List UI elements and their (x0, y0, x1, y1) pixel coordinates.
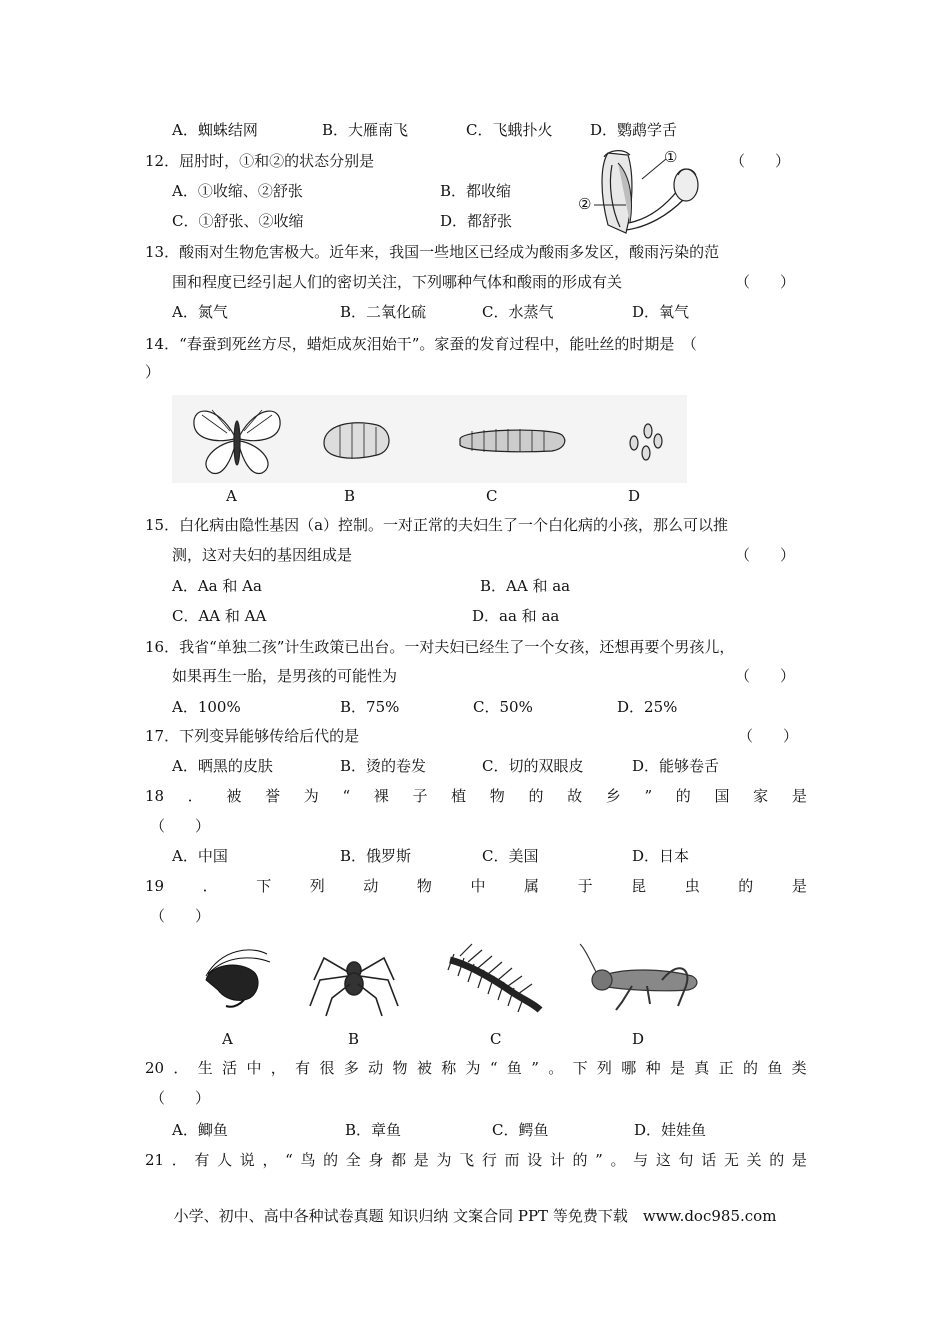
q20-option-c: C．鳄鱼 (492, 1121, 549, 1139)
q18-char: ” (644, 787, 653, 805)
q13-option-b: B．二氧化硫 (340, 303, 427, 321)
q16-line1: 16．我省“单独二孩”计生政策已出台。一对夫妇已经生了一个女孩，还想再要个男孩儿， (145, 638, 735, 656)
q18-char: 物 (489, 787, 505, 805)
q18-char: 植 (451, 787, 467, 805)
q17-option-b: B．烫的卷发 (340, 757, 427, 775)
q11-option-c: C．飞蛾扑火 (466, 121, 553, 139)
q20-char: ， (270, 1059, 286, 1077)
q18-option-c: C．美国 (482, 847, 539, 865)
q20-char: 活 (222, 1059, 238, 1077)
q18-stem (145, 786, 807, 806)
q14-label-b: B (344, 487, 356, 505)
q12-option-a: A．①收缩、②舒张 (172, 182, 303, 200)
q18-char: 裸 (373, 787, 389, 805)
pupa-image (324, 423, 389, 459)
q20-char: 的 (742, 1059, 758, 1077)
q12-bracket: （ ） (730, 152, 791, 170)
q18-char: 乡 (605, 787, 621, 805)
animals-figure (192, 940, 712, 1020)
q19-char: ． (202, 877, 218, 895)
q20-char: 动 (368, 1059, 384, 1077)
q18-char: “ (342, 787, 351, 805)
q13-option-a: A．氮气 (172, 303, 228, 321)
q19-label-d: D (632, 1030, 645, 1048)
q19-char: 19 (145, 877, 165, 895)
q21-char: 与 (633, 1151, 649, 1169)
q19-stem (145, 876, 807, 896)
q21-char: 人 (217, 1151, 233, 1169)
q17-option-c: C．切的双眼皮 (482, 757, 584, 775)
q18-char: ． (187, 787, 203, 805)
q20-option-a: A．鲫鱼 (172, 1121, 228, 1139)
q19-char: 列 (309, 877, 325, 895)
q21-stem (145, 1150, 807, 1170)
q13-line1: 13．酸雨对生物危害极大。近年来，我国一些地区已经成为酸雨多发区，酸雨污染的范 (145, 243, 720, 261)
q12-option-b: B．都收缩 (440, 182, 512, 200)
q21-char: 无 (723, 1151, 739, 1169)
q17-option-d: D．能够卷舌 (632, 757, 720, 775)
q20-stem (145, 1058, 807, 1078)
q20-char: 多 (343, 1059, 359, 1077)
q13-option-d: D．氧气 (632, 303, 690, 321)
q14-line1: 14．“春蚕到死丝方尽，蜡炬成灰泪始干”。家蚕的发育过程中，能吐丝的时期是 （ (145, 335, 697, 353)
q15-line2: 测，这对夫妇的基因组成是 (172, 546, 353, 564)
q13-line2: 围和程度已经引起人们的密切关注，下列哪种气体和酸雨的形成有关 (172, 273, 623, 291)
q11-option-b: B．大雁南飞 (322, 121, 409, 139)
q20-char: “ (489, 1059, 498, 1077)
larva-image (460, 429, 565, 452)
arm-muscle-figure (578, 145, 708, 240)
q14-label-d: D (628, 487, 641, 505)
q19-char: 于 (577, 877, 593, 895)
q18-char: 的 (675, 787, 691, 805)
q12-stem: 12．屈肘时，①和②的状态分别是 (145, 152, 375, 170)
q15-option-a: A．Aa 和 Aa (172, 577, 262, 595)
q12-option-c: C．①舒张、②收缩 (172, 212, 304, 230)
q21-char: 句 (678, 1151, 694, 1169)
q21-char: 。 (610, 1151, 626, 1169)
q18-option-d: D．日本 (632, 847, 690, 865)
q21-char: 是 (413, 1151, 429, 1169)
q18-char: 18 (145, 787, 165, 805)
q20-char: 物 (392, 1059, 408, 1077)
q19-char: 昆 (631, 877, 647, 895)
q20-char: 中 (246, 1059, 262, 1077)
grasshopper-image (580, 944, 697, 1010)
q16-option-d: D．25% (617, 698, 678, 716)
q20-char: 哪 (621, 1059, 637, 1077)
q21-char: 说 (239, 1151, 255, 1169)
q21-char: 关 (746, 1151, 762, 1169)
q21-char: 身 (368, 1151, 384, 1169)
q21-char: 全 (345, 1151, 361, 1169)
butterfly-image (194, 410, 280, 474)
q20-char: 20 (145, 1059, 165, 1077)
q20-bracket: （ ） (150, 1089, 211, 1107)
q20-char: 为 (465, 1059, 481, 1077)
q21-char: 的 (769, 1151, 785, 1169)
q19-label-a: A (222, 1030, 233, 1048)
q18-char: 故 (567, 787, 583, 805)
q21-char: “ (285, 1151, 293, 1169)
q18-option-b: B．俄罗斯 (340, 847, 412, 865)
q12-option-d: D．都舒张 (440, 212, 513, 230)
q12-label-2: ② (578, 195, 592, 213)
silkworm-stages-figure (172, 395, 687, 483)
q20-char: 真 (694, 1059, 710, 1077)
q20-option-d: D．娃娃鱼 (634, 1121, 707, 1139)
q21-char: 计 (549, 1151, 565, 1169)
q21-char: ． (171, 1151, 187, 1169)
q20-char: 有 (295, 1059, 311, 1077)
centipede-image (448, 944, 540, 1012)
q20-char: 是 (669, 1059, 685, 1077)
q11-option-a: A．蜘蛛结网 (172, 121, 258, 139)
q21-char: 设 (527, 1151, 543, 1169)
q20-char: ” (531, 1059, 539, 1077)
q20-char: 正 (718, 1059, 734, 1077)
q14-line2: ） (145, 363, 161, 381)
page-footer: 小学、初中、高中各种试卷真题 知识归纳 文案合同 PPT 等免费下载 www.doc985.com (173, 1207, 777, 1225)
q21-char: 的 (323, 1151, 339, 1169)
q15-option-d: D．aa 和 aa (472, 607, 560, 625)
q18-char: 是 (791, 787, 807, 805)
q18-char: 为 (303, 787, 319, 805)
q18-char: 国 (714, 787, 730, 805)
q21-char: 21 (145, 1151, 165, 1169)
eggs-image (630, 424, 662, 460)
q15-bracket: （ ） (735, 546, 796, 564)
q18-char: 被 (226, 787, 242, 805)
q20-char: 种 (645, 1059, 661, 1077)
q19-char: 下 (256, 877, 272, 895)
q21-char: 鸟 (300, 1151, 316, 1169)
q19-char: 物 (416, 877, 432, 895)
q19-label-c: C (490, 1030, 502, 1048)
q18-char: 子 (412, 787, 428, 805)
q18-char: 家 (753, 787, 769, 805)
q20-char: 类 (791, 1059, 807, 1077)
q20-char: 鱼 (506, 1059, 522, 1077)
q21-char: 的 (572, 1151, 588, 1169)
q16-option-c: C．50% (473, 698, 533, 716)
q20-char: ． (173, 1059, 189, 1077)
q17-bracket: （ ） (738, 727, 799, 745)
q19-char: 动 (363, 877, 379, 895)
q13-option-c: C．水蒸气 (482, 303, 554, 321)
q19-char: 虫 (684, 877, 700, 895)
q21-char: 话 (701, 1151, 717, 1169)
q20-char: 下 (572, 1059, 588, 1077)
q19-label-b: B (348, 1030, 360, 1048)
q20-char: 很 (319, 1059, 335, 1077)
q21-char: 行 (481, 1151, 497, 1169)
q14-label-a: A (226, 487, 237, 505)
q13-bracket: （ ） (735, 273, 796, 291)
q20-char: 称 (441, 1059, 457, 1077)
q21-char: ” (595, 1151, 603, 1169)
q15-line1: 15．白化病由隐性基因（a）控制。一对正常的夫妇生了一个白化病的小孩，那么可以推 (145, 516, 729, 534)
q11-option-d: D．鹦鹉学舌 (590, 121, 678, 139)
q19-char: 中 (470, 877, 486, 895)
shrimp-image (206, 950, 270, 1007)
q16-option-b: B．75% (340, 698, 400, 716)
q12-label-1: ① (664, 148, 678, 166)
q20-char: 鱼 (767, 1059, 783, 1077)
q16-bracket: （ ） (735, 667, 796, 685)
q18-char: 的 (528, 787, 544, 805)
q14-label-c: C (486, 487, 498, 505)
q17-option-a: A．晒黑的皮肤 (172, 757, 273, 775)
q21-char: ， (262, 1151, 278, 1169)
q21-char: 飞 (459, 1151, 475, 1169)
q21-char: 有 (194, 1151, 210, 1169)
q15-option-b: B．AA 和 aa (480, 577, 571, 595)
spider-image (310, 958, 398, 1016)
q16-option-a: A．100% (172, 698, 241, 716)
q20-char: 生 (197, 1059, 213, 1077)
q19-char: 是 (791, 877, 807, 895)
q21-char: 为 (436, 1151, 452, 1169)
q19-char: 的 (738, 877, 754, 895)
q21-char: 都 (391, 1151, 407, 1169)
q20-option-b: B．章鱼 (345, 1121, 402, 1139)
q18-char: 誉 (265, 787, 281, 805)
q16-line2: 如果再生一胎，是男孩的可能性为 (172, 667, 398, 685)
q21-char: 而 (504, 1151, 520, 1169)
q20-char: 列 (596, 1059, 612, 1077)
q17-stem: 17．下列变异能够传给后代的是 (145, 727, 360, 745)
q19-bracket: （ ） (150, 907, 211, 925)
q21-char: 是 (791, 1151, 807, 1169)
q18-bracket: （ ） (150, 817, 211, 835)
q18-option-a: A．中国 (172, 847, 228, 865)
q20-char: 。 (548, 1059, 564, 1077)
q19-char: 属 (524, 877, 540, 895)
q21-char: 这 (655, 1151, 671, 1169)
q20-char: 被 (416, 1059, 432, 1077)
q15-option-c: C．AA 和 AA (172, 607, 267, 625)
